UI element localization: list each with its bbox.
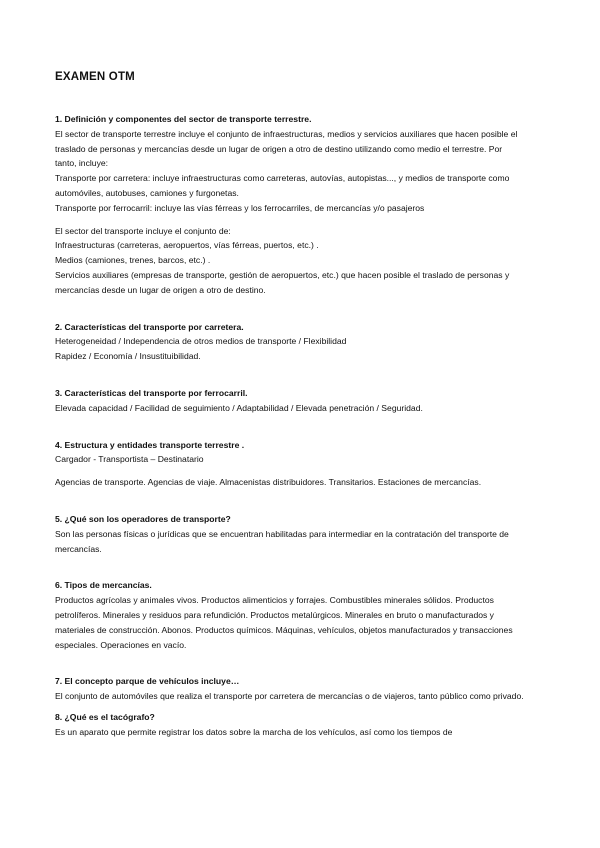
paragraph: Son las personas físicas o jurídicas que se encuentran habilitadas para intermediar en la contratación del transporte de mercancías. <box>55 528 509 554</box>
paragraph: Cargador - Transportista – Destinatario <box>55 454 204 465</box>
section-3 <box>55 386 525 416</box>
paragraph: El sector de transporte terrestre incluye el conjunto de infraestructuras, medios y servicios auxiliares que hacen posible el traslado de personas y mercancías desde un lugar de origen a otro de destino utilizando como medio el terrestre. Por tanto, incluye: <box>55 128 518 169</box>
section-heading: 3. Características del transporte por ferrocarril. <box>55 387 248 398</box>
paragraph: Transporte por ferrocarril: incluye las vías férreas y los ferrocarriles, de mercancías y/o pasajeros <box>55 202 425 213</box>
paragraph: Elevada capacidad / Facilidad de seguimiento / Adaptabilidad / Elevada penetración / Seguridad. <box>55 402 423 413</box>
section-heading: 2. Características del transporte por carretera. <box>55 321 244 332</box>
section-heading: 5. ¿Qué son los operadores de transporte? <box>55 513 231 524</box>
section-7 <box>55 674 525 704</box>
paragraph: El sector del transporte incluye el conjunto de: <box>55 225 231 236</box>
section-8 <box>55 710 525 740</box>
document-title: EXAMEN OTM <box>55 71 135 83</box>
paragraph: Heterogeneidad / Independencia de otros medios de transporte / Flexibilidad <box>55 336 347 347</box>
paragraph: Productos agrícolas y animales vivos. Productos alimenticios y forrajes. Combustibles minerales sólidos. Productos petrolíferos. Minerales y residuos para refundición. Productos metalúrgicos. Minerales en bruto o manufacturados y materiales de construcción. Abonos. Productos químicos. Máquinas, vehículos, objetos manufacturados y transacciones especiales. Operaciones en vacío. <box>55 595 513 650</box>
paragraph: Es un aparato que permite registrar los datos sobre la marcha de los vehículos, así como los tiempos de <box>55 726 453 737</box>
section-5 <box>55 512 525 556</box>
section-heading: 7. El concepto parque de vehículos incluye… <box>55 676 240 687</box>
paragraph: Infraestructuras (carreteras, aeropuertos, vías férreas, puertos, etc.) . <box>55 240 319 251</box>
paragraph: Agencias de transporte. Agencias de viaje. Almacenistas distribuidores. Transitarios. Estaciones de mercancías. <box>55 477 482 488</box>
paragraph: Rapidez / Economía / Insustituibilidad. <box>55 351 201 362</box>
section-2 <box>55 320 525 364</box>
paragraph: El conjunto de automóviles que realiza el transporte por carretera de mercancías o de viajeros, tanto público como privado. <box>55 691 524 702</box>
section-heading: 1. Definición y componentes del sector de transporte terrestre. <box>55 114 312 124</box>
document-body <box>55 112 525 762</box>
section-heading: 8. ¿Qué es el tacógrafo? <box>55 711 155 722</box>
paragraph: Medios (camiones, trenes, barcos, etc.) . <box>55 255 211 266</box>
section-6 <box>55 578 525 652</box>
paragraph: Transporte por carretera: incluye infraestructuras como carreteras, autovías, autopistas..., y medios de transporte como automóviles, autobuses, camiones y furgonetas. <box>55 173 510 198</box>
section-heading: 6. Tipos de mercancías. <box>55 580 152 591</box>
section-1 <box>55 112 525 298</box>
section-4 <box>55 438 525 490</box>
section-heading: 4. Estructura y entidades transporte terrestre . <box>55 439 245 450</box>
paragraph: Servicios auxiliares (empresas de transporte, gestión de aeropuertos, etc.) que hacen posible el traslado de personas y mercancías desde un lugar de origen a otro de destino. <box>55 269 510 295</box>
